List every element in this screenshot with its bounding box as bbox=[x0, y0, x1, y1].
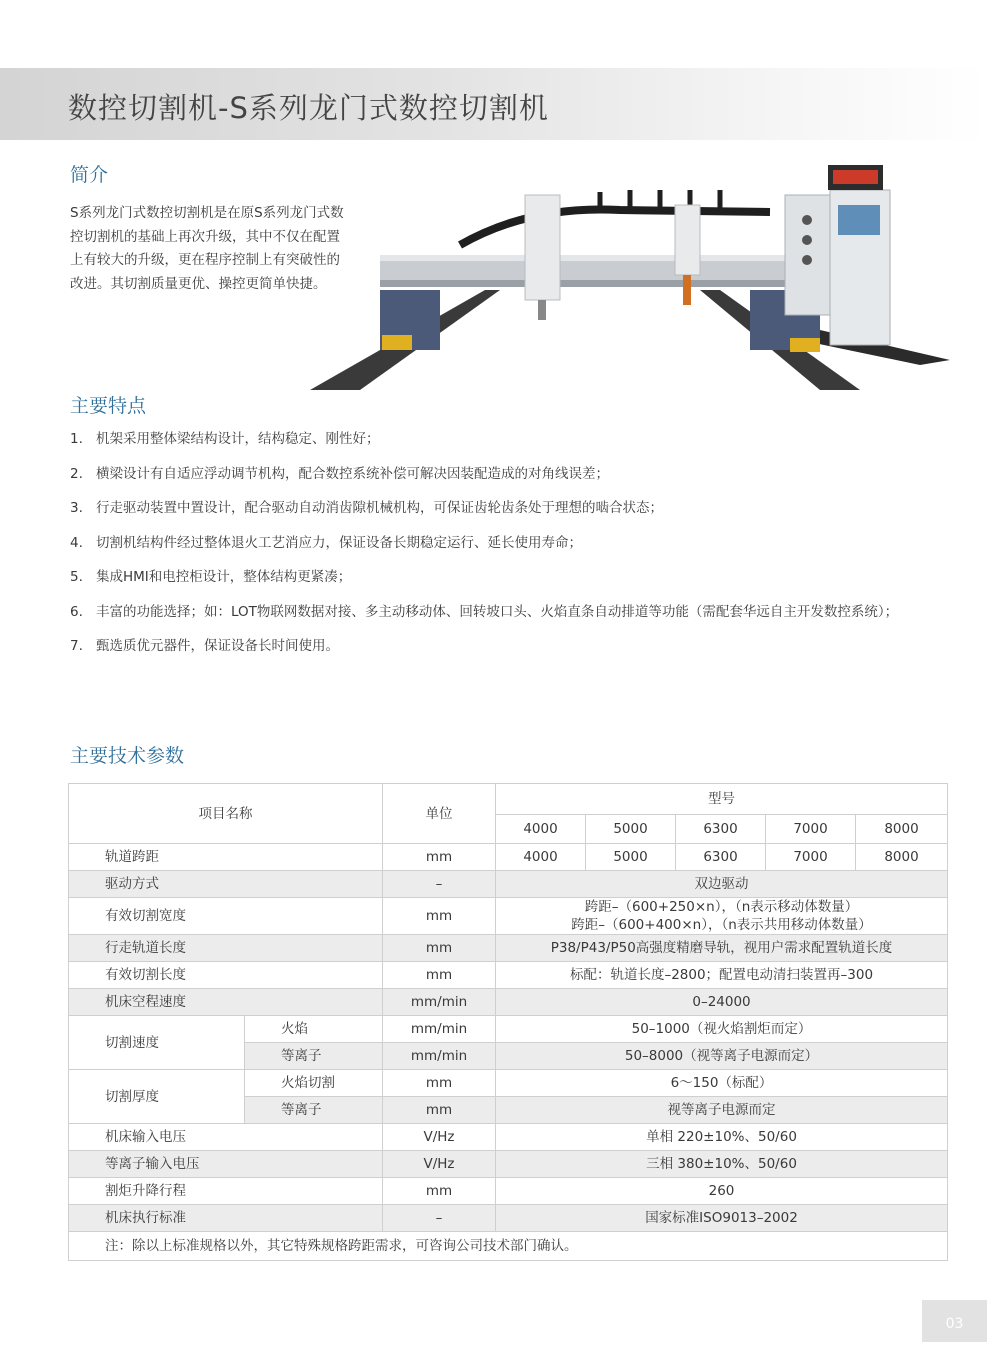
model-6300: 6300 bbox=[676, 815, 766, 844]
list-item: 7. 甄选质优元器件，保证设备长时间使用。 bbox=[70, 638, 339, 654]
table-row: 有效切割宽度 mm 跨距–（600+250×n），（n表示移动体数量） 跨距–（600+400×n），（n表示共用移动体数量） bbox=[69, 898, 948, 935]
intro-text: S系列龙门式数控切割机是在原S系列龙门式数控切割机的基础上再次升级，其中不仅在配置上有较大的升级，更在程序控制上有突破性的改进。其切割质量更优、操控更简单快捷。 bbox=[70, 205, 344, 292]
header-unit: 单位 bbox=[383, 784, 496, 844]
table-row: 机床输入电压 V/Hz 单相 220±10%、50/60 bbox=[69, 1124, 948, 1151]
page-number: 03 bbox=[922, 1300, 987, 1342]
table-row: 行走轨道长度 mm P38/P43/P50高强度精磨导轨，视用户需求配置轨道长度 bbox=[69, 935, 948, 962]
table-note-row: 注：除以上标准规格以外，其它特殊规格跨距需求，可咨询公司技术部门确认。 bbox=[69, 1232, 948, 1261]
table-row: 有效切割长度 mm 标配：轨道长度–2800；配置电动清扫装置再–300 bbox=[69, 962, 948, 989]
list-item: 1. 机架采用整体梁结构设计，结构稳定、刚性好； bbox=[70, 431, 380, 447]
header-item: 项目名称 bbox=[69, 784, 383, 844]
table-row: 等离子输入电压 V/Hz 三相 380±10%、50/60 bbox=[69, 1151, 948, 1178]
list-item: 4. 切割机结构件经过整体退火工艺消应力，保证设备长期稳定运行、延长使用寿命； bbox=[70, 534, 582, 551]
table-header-row bbox=[69, 784, 948, 815]
list-item: 3. 行走驱动装置中置设计，配合驱动自动消齿隙机械机构，可保证齿轮齿条处于理想的啮合状态； bbox=[70, 500, 663, 516]
table-row: 机床执行标准 – 国家标准ISO9013–2002 bbox=[69, 1205, 948, 1232]
page-title: 数控切割机-S系列龙门式数控切割机 bbox=[68, 91, 549, 125]
table-row: 驱动方式 – 双边驱动 bbox=[69, 871, 948, 898]
list-item: 2. 横梁设计有自适应浮动调节机构，配合数控系统补偿可解决因装配造成的对角线误差； bbox=[70, 465, 609, 482]
table-row: 等离子 mm 视等离子电源而定 bbox=[69, 1097, 948, 1124]
list-item: 5. 集成HMI和电控柜设计，整体结构更紧凑； bbox=[70, 569, 352, 585]
table-row: 等离子 mm/min 50–8000（视等离子电源而定） bbox=[69, 1043, 948, 1070]
model-8000: 8000 bbox=[856, 815, 948, 844]
specs-heading: 主要技术参数 bbox=[70, 745, 185, 767]
table-row: 切割速度 火焰 mm/min 50–1000（视火焰割炬而定） bbox=[69, 1016, 948, 1043]
table-row: 切割厚度 火焰切割 mm 6～150（标配） bbox=[69, 1070, 948, 1097]
gantry-cutting-machine-image bbox=[300, 150, 960, 400]
model-4000: 4000 bbox=[496, 815, 586, 844]
intro-heading: 简介 bbox=[70, 164, 109, 186]
spec-table bbox=[68, 783, 948, 1261]
table-row: 割炬升降行程 mm 260 bbox=[69, 1178, 948, 1205]
features-heading: 主要特点 bbox=[70, 395, 147, 417]
header-model: 型号 bbox=[496, 784, 948, 815]
model-7000: 7000 bbox=[766, 815, 856, 844]
features-list bbox=[70, 428, 950, 670]
table-row: 机床空程速度 mm/min 0–24000 bbox=[69, 989, 948, 1016]
list-item: 6. 丰富的功能选择；如：LOT物联网数据对接、多主动移动体、回转坡口头、火焰直条自动排道等功能（需配套华远自主开发数控系统）； bbox=[70, 603, 899, 620]
table-row: 轨道跨距 mm 4000 5000 6300 7000 8000 bbox=[69, 844, 948, 871]
model-5000: 5000 bbox=[586, 815, 676, 844]
